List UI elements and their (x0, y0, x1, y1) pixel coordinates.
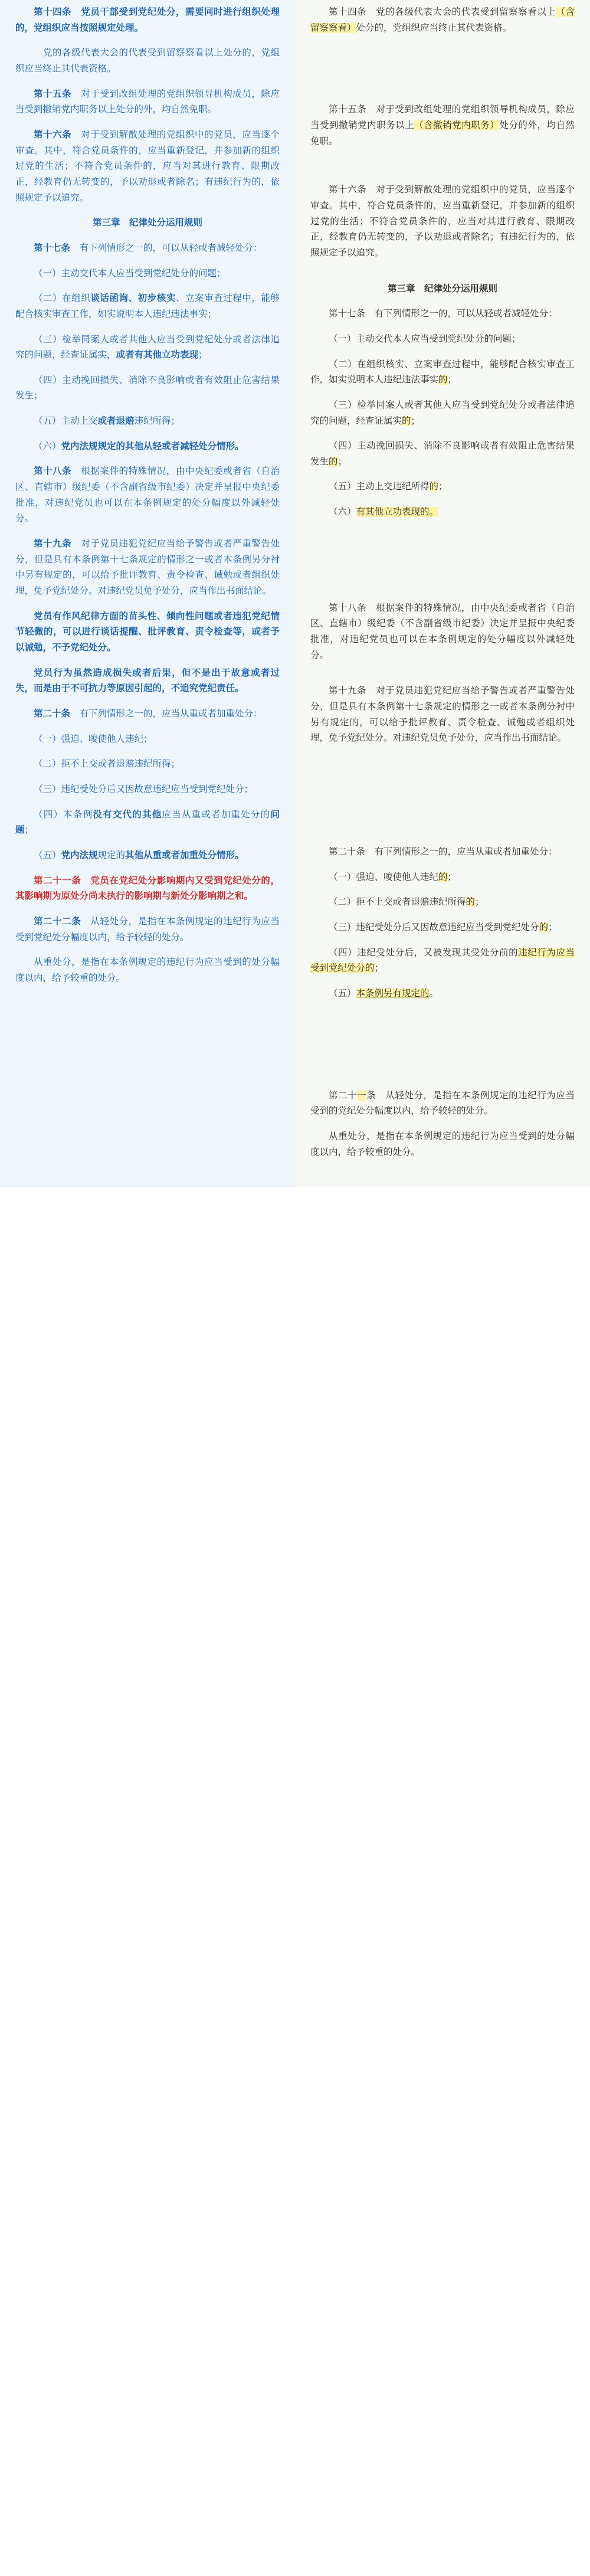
paragraph-r-art16 (310, 182, 575, 261)
layout-spacer (310, 45, 575, 102)
plain-text: 第十七条 (329, 309, 366, 319)
plain-text: 第二十一条 党员在党纪处分影响期内又受到党纪处分的，其影响期为原处分尚未执行的影响期与新处分影响期之和。 (15, 875, 280, 902)
paragraph-l-art14 (15, 5, 280, 36)
layout-spacer (310, 271, 575, 282)
plain-text: 第三章 纪律处分运用规则 (387, 283, 497, 294)
highlight-text: 的 (539, 922, 549, 932)
plain-text: ； (447, 872, 457, 882)
plain-text: （五）主动上交违纪所得 (329, 482, 430, 492)
emphasis-text: 党员干部受到党纪处分，需要同时进行组织处理的，党组织应当按照规定处理。 (15, 7, 280, 33)
plain-text: （二）在组织核实、立案审查过程中，能够配合核实审查工作，如实说明本人违纪违法事实 (310, 359, 575, 385)
column-original (0, 0, 295, 1187)
paragraph-r-art17-3 (310, 398, 575, 429)
plain-text: （四）主动挽回损失、消除不良影响或者有效阻止危害结果发生； (15, 375, 280, 401)
comparison-columns (0, 0, 590, 1187)
highlight-text: 一 (357, 1090, 367, 1101)
plain-text: 对于受到解散处理的党组织中的党员，应当逐个审查。其中，符合党员条件的，应当重新登记，并参加新的组织过党的生活；不符合党员条件的，应当对其进行教育、限期改正，经教育仍无转变的，予以劝退或者除名；有违纪行为的，依照规定予以追究。 (15, 129, 280, 203)
plain-text: 第十八条 (329, 603, 367, 613)
paragraph-l-art17-5 (15, 414, 280, 430)
highlight-text: （含撤销党内职务） (414, 120, 500, 130)
plain-text: 、立案审查过程中，能够配合核实审查工作，如实说明本人违纪违法事实； (15, 293, 280, 319)
plain-text: （六） (34, 441, 61, 451)
highlight-text: 的 (329, 456, 338, 467)
paragraph-r-chapter3 (310, 282, 575, 297)
paragraph-l-art17-4 (15, 373, 280, 404)
plain-text: （六） (329, 507, 356, 518)
highlight-text: （含留察察看） (310, 7, 575, 33)
layout-spacer (310, 530, 575, 601)
plain-text: （四）本条例 (34, 809, 93, 820)
emphasis-text: 或者有其他立功表现 (116, 350, 199, 361)
emphasis-text: 党内法规规定的其他从轻或者减轻处分情形。 (61, 441, 244, 451)
paragraph-l-chapter3 (15, 215, 280, 231)
column-revised (295, 0, 590, 1187)
plain-text: ； (198, 350, 208, 361)
paragraph-l-art18 (15, 464, 280, 527)
paragraph-r-art20 (310, 845, 575, 860)
highlight-text: 的 (438, 375, 448, 385)
plain-text: 违纪所得； (134, 416, 181, 427)
paragraph-l-art17 (15, 241, 280, 257)
plain-text: 处分的，党组织应当终止其代表资格。 (356, 22, 512, 33)
paragraph-l-art19c (15, 666, 280, 697)
emphasis-text: 或者退赔 (97, 416, 135, 427)
layout-spacer (310, 756, 575, 845)
paragraph-r-art20-2 (310, 895, 575, 911)
plain-text: 第二十条 (329, 847, 366, 857)
plain-text: 从重处分，是指在本条例规定的违纪行为应当受到的处分幅度以内，给予较重的处分。 (15, 957, 280, 983)
plain-text: 第十六条 (329, 185, 367, 195)
plain-text: 对于受到改组处理的党组织领导机构成员，除应当受到撤销党内职务以上 (310, 104, 575, 130)
emphasis-text: 第十五条 (34, 89, 72, 99)
layout-spacer (310, 159, 575, 182)
plain-text: 第十四条 (329, 7, 367, 17)
paragraph-r-art19 (310, 683, 575, 747)
paragraph-l-art22b (15, 955, 280, 986)
plain-text: 从重处分，是指在本条例规定的违纪行为应当受到的处分幅度以内，给予较重的处分。 (310, 1131, 575, 1157)
emphasis-text: 党内法规 (61, 850, 98, 860)
paragraph-l-art17-1 (15, 266, 280, 282)
paragraph-l-art17-6 (15, 439, 280, 455)
emphasis-text: 第十七条 (34, 243, 71, 253)
plain-text: （五） (329, 988, 356, 999)
plain-text: 应当从重或者加重处分的 (162, 809, 271, 820)
plain-text: 规定的 (97, 850, 126, 860)
plain-text: （四）主动挽回损失、消除不良影响或者有效阻止危害结果发生 (310, 441, 575, 467)
paragraph-r-art20-1 (310, 870, 575, 886)
plain-text: 从轻处分，是指在本条例规定的违纪行为应当受到党纪处分幅度以内，给予较轻的处分。 (15, 916, 280, 942)
plain-text: ； (411, 415, 421, 426)
plain-text: （二）在组织 (34, 293, 91, 304)
plain-text: ； (24, 825, 34, 836)
paragraph-r-art17 (310, 306, 575, 322)
paragraph-r-art20-5 (310, 986, 575, 1002)
paragraph-l-art21 (15, 873, 280, 905)
paragraph-l-art15 (15, 87, 280, 118)
paragraph-r-art15 (310, 102, 575, 149)
plain-text: （三）违纪受处分后又因故意违纪应当受到党纪处分 (329, 922, 539, 932)
paragraph-l-art20-3 (15, 782, 280, 798)
paragraph-r-art17-1 (310, 332, 575, 348)
emphasis-text: 没有交代的其他 (93, 809, 162, 820)
layout-spacer (310, 1012, 575, 1088)
paragraph-r-art20-3 (310, 920, 575, 936)
emphasis-text: 第十四条 (34, 7, 72, 17)
paragraph-l-art19b (15, 609, 280, 656)
plain-text: 第十五条 (329, 104, 367, 115)
plain-text: （五）主动上交 (34, 416, 98, 427)
plain-text: 对于党员违犯党纪应当给予警告或者严重警告处分，但是具有本条例第十七条规定的情形之一或者本条例另分衬中另有规定的，可以给予批评教育、责令检查、诫勉或者组织处理，免予党纪处分。对违纪党员免予处分，应当作出书面结论。 (15, 539, 280, 597)
emphasis-text: 第十六条 (34, 129, 72, 140)
plain-text: 第三章 纪律处分运用规则 (92, 218, 202, 228)
plain-text: 有下列情形之一的，可以从轻或者减轻处分： (365, 309, 558, 319)
highlight-text: 的 (402, 415, 411, 426)
emphasis-text: 第十八条 (34, 466, 72, 477)
plain-text: （三）检举同案人或者其他人应当受到党纪处分或者法律追究的问题，经查证属实 (310, 400, 575, 426)
paragraph-l-art17-3 (15, 332, 280, 364)
paragraph-r-art20-4 (310, 945, 575, 977)
plain-text: 根据案件的特殊情况，由中央纪委或者省（自治区、直辖市）级纪委（不含副省级市纪委）决定并呈报中央纪委批准，对违纪党员也可以在本条例规定的处分幅度以外减轻处分。 (15, 466, 280, 524)
plain-text: 对于受到改组处理的党组织领导机构成员，除应当受到撤销党内职务以上处分的外，均自然免职。 (15, 89, 280, 115)
plain-text: （五） (34, 850, 61, 860)
paragraph-l-art19 (15, 536, 280, 600)
paragraph-r-art17-6 (310, 505, 575, 521)
emphasis-text: 其他从重或者加重处分情形。 (125, 850, 244, 860)
plain-text: 有下列情形之一的，应当从重或者加重处分： (70, 708, 263, 719)
paragraph-l-art20-2 (15, 757, 280, 773)
plain-text: 第二十 (329, 1090, 358, 1101)
plain-text: 有下列情形之一的，应当从重或者加重处分： (365, 847, 558, 857)
plain-text: （三）检举同案人或者其他人应当受到党纪处分或者法律追究的问题，经查证属实， (15, 334, 280, 361)
emphasis-text: 问题 (15, 809, 280, 836)
plain-text: ； (548, 922, 558, 932)
paragraph-r-art21 (310, 1088, 575, 1120)
plain-text: 党的各级代表大会的代表受到留察察看以上 (366, 7, 556, 17)
highlight-text: 有其他立功表现的。 (356, 507, 439, 518)
plain-text: 对于受到解散处理的党组织中的党员，应当逐个审查。其中，符合党员条件的，应当重新登记，并参加新的组织过党的生活；不符合党员条件的，应当对其进行教育、限期改正，经教育仍无转变的，予以劝退或者除名；有违纪行为的，依照规定予以追究。 (310, 185, 575, 258)
plain-text: （四）违纪受处分后，又被发现其受处分前的 (329, 947, 519, 958)
emphasis-text: 党员有作风纪律方面的苗头性、倾向性问题或者违犯党纪情节轻微的，可以进行谈话提醒、批评教育、责令检查等，或者予以诫勉，不予党纪处分。 (15, 611, 280, 653)
paragraph-r-art17-5 (310, 479, 575, 495)
paragraph-l-art16 (15, 127, 280, 206)
emphasis-text: 第十九条 (34, 539, 72, 549)
emphasis-text: 党员行为虽然造成损失或者后果，但不是出于故意或者过失，而是由于不可抗力等原因引起的，不追究党纪责任。 (15, 667, 280, 694)
plain-text: （二）拒不上交或者退赔违纪所得； (34, 759, 181, 770)
plain-text: 第十九条 (329, 686, 367, 696)
highlight-text: 的 (466, 897, 476, 908)
plain-text: 条 从轻处分，是指在本条例规定的违纪行为应当受到的党纪处分幅度以内，给予较轻的处分。 (310, 1090, 575, 1117)
plain-text: （一）主动交代本人应当受到党纪处分的问题； (329, 333, 521, 344)
emphasis-text: 第二十二条 (34, 916, 81, 927)
paragraph-r-art17-2 (310, 357, 575, 388)
plain-text: 根据案件的特殊情况，由中央纪委或者省（自治区、直辖市）级纪委（不含副省级市纪委）决定并呈报中央纪委批准，对违纪党员也可以在本条例规定的处分幅度以外减轻处分。 (310, 603, 575, 660)
paragraph-l-art20 (15, 706, 280, 722)
paragraph-l-art20-5 (15, 848, 280, 864)
plain-text: （一）强迫、唆使他人违纪； (34, 734, 153, 744)
plain-text: ； (438, 482, 448, 492)
plain-text: ； (475, 897, 484, 908)
paragraph-l-art17-2 (15, 291, 280, 322)
paragraph-l-art20-1 (15, 732, 280, 748)
plain-text: （一）主动交代本人应当受到党纪处分的问题； (34, 268, 226, 279)
plain-text: 有下列情形之一的，可以从轻或者减轻处分： (70, 243, 263, 253)
highlight-text: 违纪行为应当受到党纪处分的 (310, 947, 575, 974)
plain-text: ； (337, 456, 348, 467)
plain-text: （一）强迫、唆使他人违纪 (329, 872, 439, 882)
highlight-text: 的 (438, 872, 448, 882)
plain-text: 党的各级代表大会的代表受到留察察看以上处分的，党组织应当终止其代表资格。 (15, 48, 280, 74)
layout-spacer (310, 673, 575, 683)
plain-text: 。 (429, 988, 439, 999)
plain-text: 处分的外，均自然免职。 (310, 120, 575, 146)
paragraph-r-art17-4 (310, 438, 575, 470)
emphasis-text: 第二十条 (34, 708, 71, 719)
paragraph-r-art14 (310, 5, 575, 36)
plain-text: ； (447, 375, 457, 385)
paragraph-r-art18 (310, 601, 575, 664)
plain-text: （三）违纪受处分后又因故意违纪应当受到党纪处分； (34, 784, 254, 794)
highlight-text: 的 (429, 482, 439, 492)
paragraph-l-art22 (15, 914, 280, 945)
plain-text: （二）拒不上交或者退赔违纪所得 (329, 897, 466, 908)
plain-text: ； (374, 963, 384, 974)
paragraph-l-art14b (15, 45, 280, 77)
emphasis-text: 谈话函询、初步核实 (90, 293, 176, 304)
paragraph-l-art20-4 (15, 807, 280, 839)
paragraph-r-art21b (310, 1129, 575, 1160)
plain-text: 对于党员违犯党纪应当给予警告或者严重警告处分，但是具有本条例第十七条规定的情形之一或者本条例分衬中另有规定的，可以给予批评教育、责令检查、诫勉或者组织处理，免予党纪处分。对违纪党员免予处分，应当作出书面结论。 (310, 686, 575, 744)
highlight-underline-text: 本条例另有规定的 (356, 988, 430, 999)
